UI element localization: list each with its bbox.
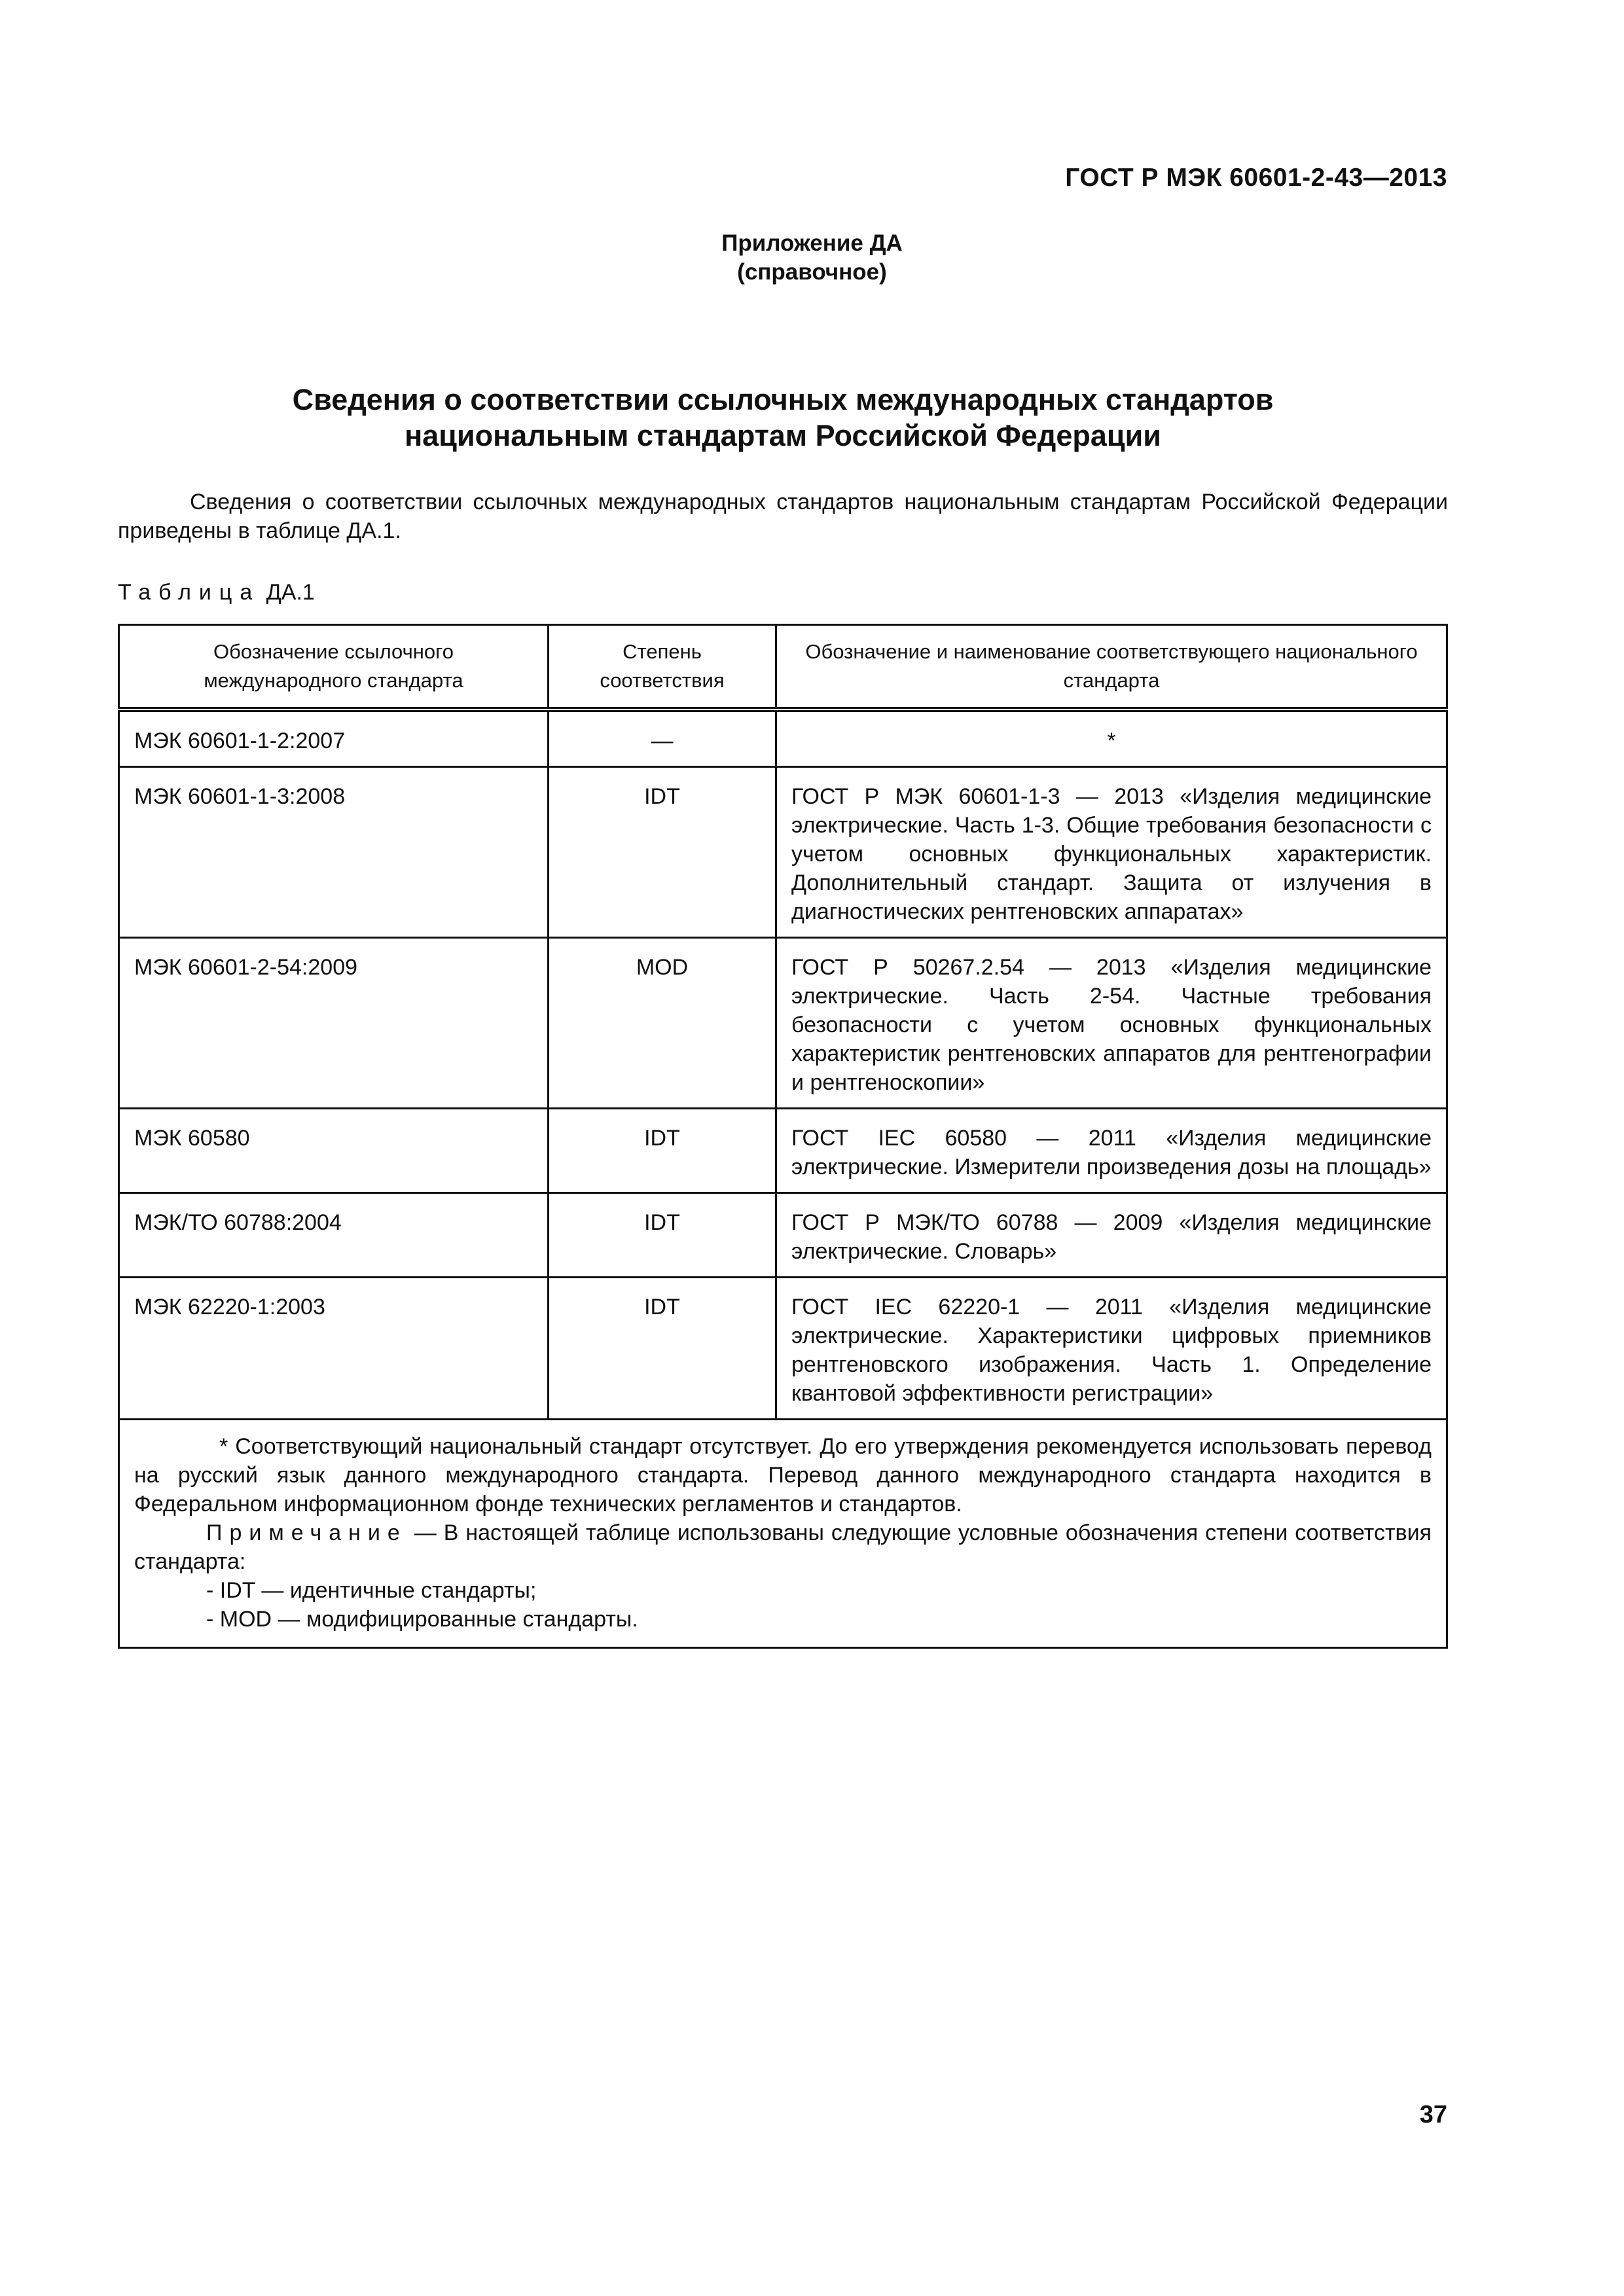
legend-idt: - IDT — идентичные стандарты; (206, 1578, 537, 1603)
note-paragraph (134, 1518, 1432, 1576)
cell-degree: IDT (549, 1278, 776, 1420)
table-caption (118, 580, 315, 605)
cell-national-standard: ГОСТ Р МЭК/ТО 60788 — 2009 «Изделия медицинские электрические. Словарь» (776, 1193, 1447, 1278)
document-code: ГОСТ Р МЭК 60601-2-43—2013 (1065, 164, 1447, 192)
appendix-subtitle: (справочное) (737, 259, 887, 285)
cell-intl-standard: МЭК 60601-1-3:2008 (119, 767, 549, 938)
cell-degree: IDT (549, 1193, 776, 1278)
appendix-heading (0, 229, 1624, 287)
page-number: 37 (1419, 2101, 1447, 2128)
section-title-line1: Сведения о соответствии ссылочных международных стандартов (292, 383, 1274, 416)
header-degree: Степень соответствия (549, 625, 776, 710)
note-text: — В настоящей таблице использованы следующие условные обозначения степени соответствия стандарта: (134, 1520, 1432, 1574)
section-title (118, 382, 1448, 454)
cell-national-standard: ГОСТ Р МЭК 60601-1-3 — 2013 «Изделия медицинские электрические. Часть 1-3. Общие требования безопасности с учетом основных функциональных характеристик. Дополнительный стандарт. Защита от излучения в диагностических рентгеновских аппаратах» (776, 767, 1447, 938)
table-row (119, 709, 1447, 767)
table-row (119, 1193, 1447, 1278)
cell-degree: IDT (549, 1109, 776, 1193)
cell-intl-standard: МЭК 60601-2-54:2009 (119, 938, 549, 1109)
note-label: Примечание (206, 1520, 407, 1545)
legend-mod: - MOD — модифицированные стандарты. (206, 1607, 638, 1632)
cell-degree: IDT (549, 767, 776, 938)
cell-intl-standard: МЭК 62220-1:2003 (119, 1278, 549, 1420)
cell-degree: MOD (549, 938, 776, 1109)
table-caption-word: Таблица (118, 580, 261, 605)
table-caption-number: ДА.1 (266, 580, 315, 605)
table-row (119, 767, 1447, 938)
cell-intl-standard: МЭК 60580 (119, 1109, 549, 1193)
cell-intl-standard: МЭК 60601-1-2:2007 (119, 709, 549, 767)
standards-table (118, 624, 1448, 1649)
table-row (119, 1109, 1447, 1193)
section-title-line2: национальным стандартам Российской Федерации (405, 419, 1161, 452)
appendix-title: Приложение ДА (721, 230, 903, 256)
cell-degree: — (549, 709, 776, 767)
table-header-row (119, 625, 1447, 710)
cell-national-standard: * (776, 709, 1447, 767)
cell-national-standard: ГОСТ IEC 62220-1 — 2011 «Изделия медицинские электрические. Характеристики цифровых приемников рентгеновского изображения. Часть 1. Определение квантовой эффективности регистрации» (776, 1278, 1447, 1420)
intro-paragraph: Сведения о соответствии ссылочных международных стандартов национальным стандартам Российской Федерации приведены в таблице ДА.1. (118, 490, 1448, 543)
cell-intl-standard: МЭК/ТО 60788:2004 (119, 1193, 549, 1278)
table-row (119, 938, 1447, 1109)
cell-national-standard: ГОСТ IEC 60580 — 2011 «Изделия медицинские электрические. Измерители произведения дозы на площадь» (776, 1109, 1447, 1193)
header-national-standard: Обозначение и наименование соответствующего национального стандарта (776, 625, 1447, 710)
table-notes (119, 1420, 1447, 1648)
cell-national-standard: ГОСТ Р 50267.2.54 — 2013 «Изделия медицинские электрические. Часть 2-54. Частные требования безопасности с учетом основных функциональных характеристик рентгеновских аппаратов для рентгенографии и рентгеноскопии» (776, 938, 1447, 1109)
footnote-text: * Соответствующий национальный стандарт отсутствует. До его утверждения рекомендуется использовать перевод на русский язык данного международного стандарта. Перевод данного международного стандарта находится в Федеральном информационном фонде технических регламентов и стандартов. (134, 1434, 1432, 1516)
table-notes-row (119, 1420, 1447, 1648)
table-row (119, 1278, 1447, 1420)
header-intl-standard: Обозначение ссылочного международного стандарта (119, 625, 549, 710)
